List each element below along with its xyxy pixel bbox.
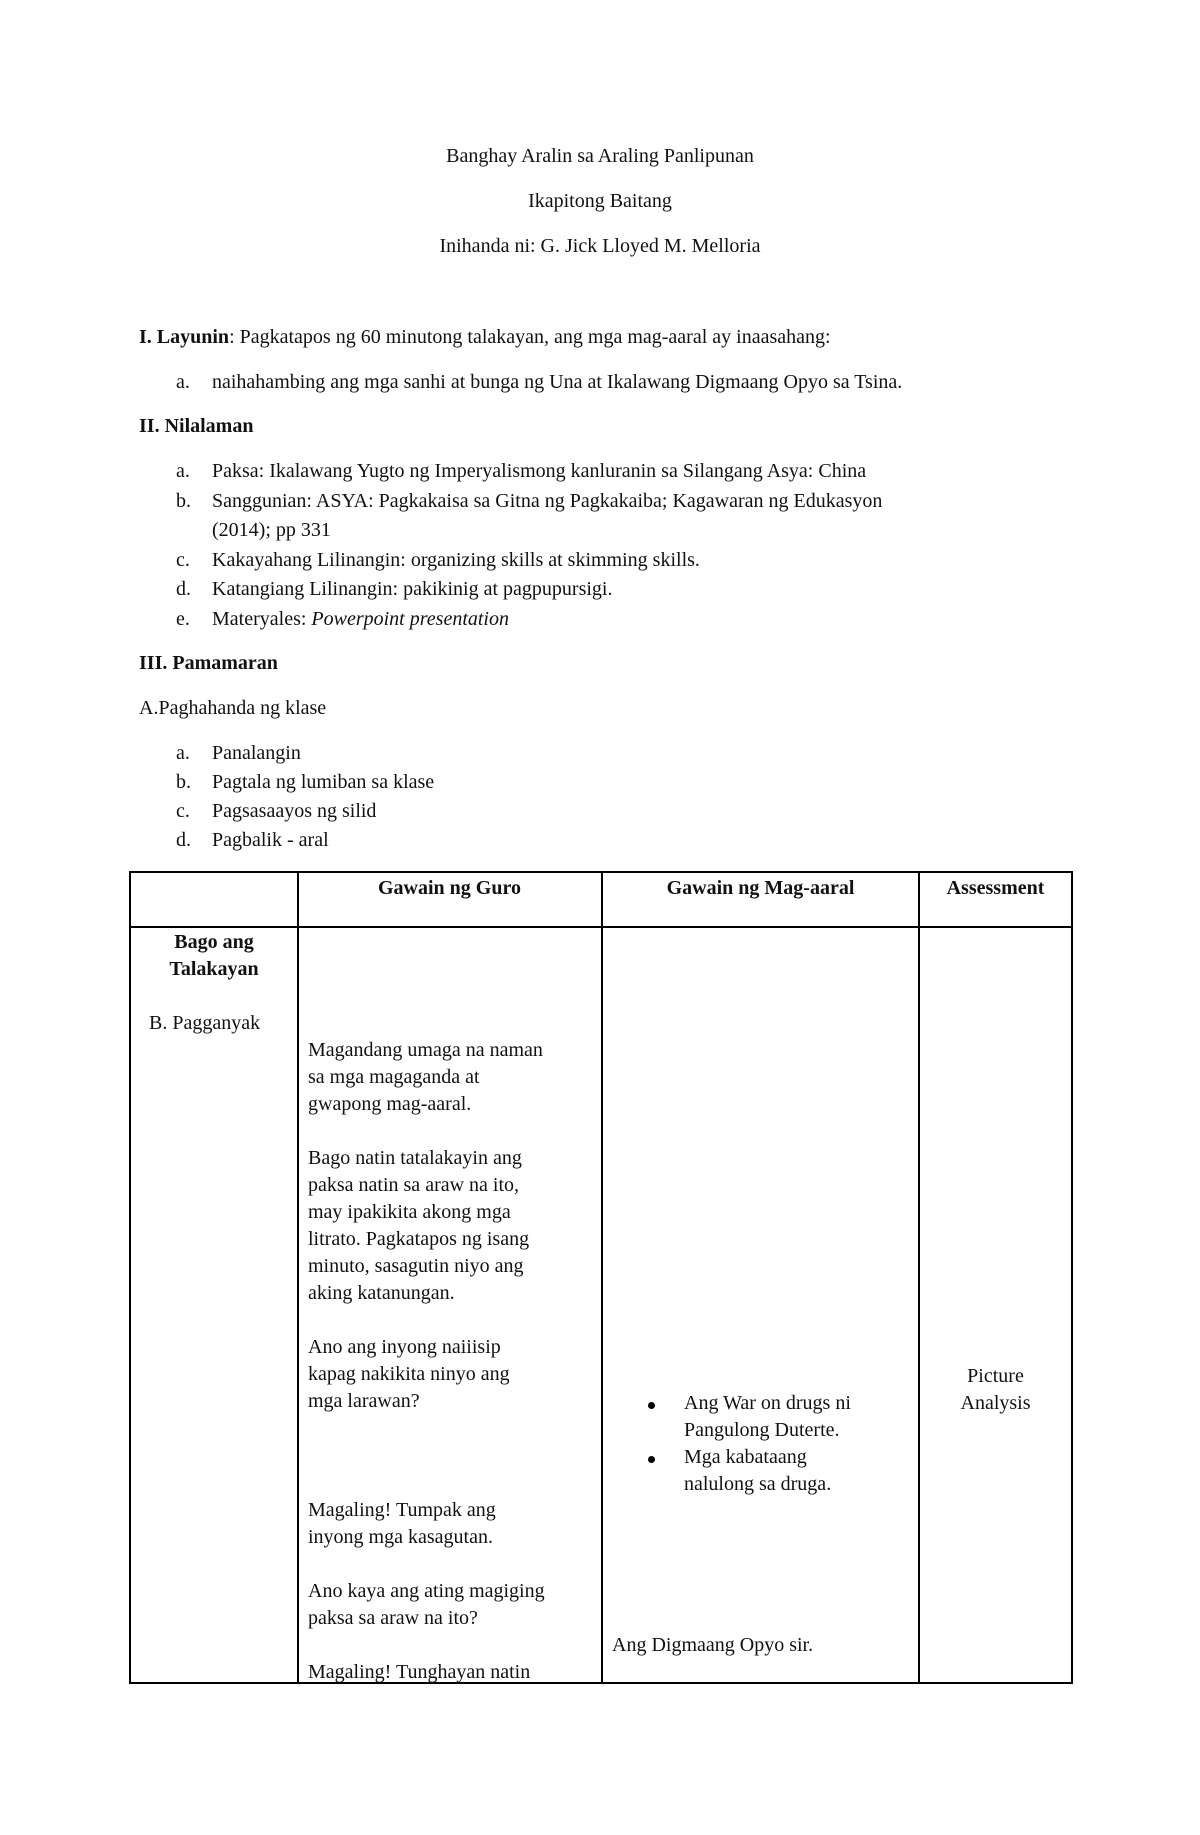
- list-letter: b.: [176, 490, 191, 512]
- lesson-table: [129, 871, 1073, 1684]
- nilalaman-item: Kakayahang Lilinangin: organizing skills at skimming skills.: [212, 549, 700, 571]
- col-divider: [601, 873, 603, 1682]
- pamamaran-heading: III. Pamamaran: [139, 652, 278, 674]
- materyales-italic: Powerpoint presentation: [311, 608, 509, 630]
- nilalaman-item: Sanggunian: ASYA: Pagkakaisa sa Gitna ng Pagkakaiba; Kagawaran ng Edukasyon: [212, 490, 883, 512]
- pamamaran-item: Pagbalik - aral: [212, 829, 329, 851]
- guro-paragraph: Magandang umaga na naman sa mga magaganda at gwapong mag-aaral.: [308, 1039, 543, 1115]
- header-magaaral: Gawain ng Mag-aaral: [666, 877, 855, 899]
- pamamaran-item: Pagsasaayos ng silid: [212, 800, 377, 822]
- layunin-heading: I. Layunin: [139, 326, 230, 348]
- bullet-icon: [648, 1456, 655, 1463]
- bullet-icon: [648, 1402, 655, 1409]
- magaaral-bullet: Ang War on drugs ni Pangulong Duterte.: [684, 1392, 851, 1441]
- header-guro: Gawain ng Guro: [378, 877, 521, 899]
- col-divider: [918, 873, 920, 1682]
- list-letter: d.: [176, 578, 191, 600]
- magaaral-answer: Ang Digmaang Opyo sir.: [612, 1634, 814, 1656]
- row-label: Bago ang Talakayan: [169, 931, 259, 980]
- nilalaman-heading: II. Nilalaman: [139, 415, 254, 437]
- list-letter: c.: [176, 800, 190, 822]
- prepared-by: Inihanda ni: G. Jick Lloyed M. Melloria: [439, 235, 761, 257]
- layunin-item: naihahambing ang mga sanhi at bunga ng Una at Ikalawang Digmaang Opyo sa Tsina.: [212, 371, 903, 393]
- header-assessment: Assessment: [946, 877, 1045, 899]
- nilalaman-item: Katangiang Lilinangin: pakikinig at pagpupursigi.: [212, 578, 613, 600]
- nilalaman-item: Paksa: Ikalawang Yugto ng Imperyalismong kanluranin sa Silangang Asya: China: [212, 460, 867, 482]
- list-letter: c.: [176, 549, 190, 571]
- guro-paragraph: Magaling! Tumpak ang inyong mga kasagutan.: [308, 1499, 496, 1548]
- row-sublabel: B. Pagganyak: [149, 1012, 261, 1034]
- layunin-line: [139, 326, 831, 349]
- pamamaran-sub: A.Paghahanda ng klase: [139, 697, 327, 719]
- nilalaman-item-cont: (2014); pp 331: [212, 519, 331, 541]
- guro-paragraph: Ano kaya ang ating magiging paksa sa araw na ito?: [308, 1580, 545, 1629]
- list-letter: b.: [176, 771, 191, 793]
- list-letter: a.: [176, 460, 190, 482]
- guro-paragraph: Magaling! Tunghayan natin: [308, 1661, 531, 1683]
- list-letter: d.: [176, 829, 191, 851]
- guro-paragraph: Bago natin tatalakayin ang paksa natin sa araw na ito, may ipakikita akong mga litrato. Pagkatapos ng isang minuto, sasagutin niyo ang aking katanungan.: [308, 1147, 530, 1304]
- list-letter: a.: [176, 371, 190, 393]
- grade-level: Ikapitong Baitang: [528, 190, 672, 212]
- guro-paragraph: Ano ang inyong naiiisip kapag nakikita ninyo ang mga larawan?: [308, 1336, 510, 1412]
- list-letter: a.: [176, 742, 190, 764]
- nilalaman-item: Materyales: Powerpoint presentation: [212, 608, 509, 630]
- magaaral-bullet: Mga kabataang nalulong sa druga.: [684, 1446, 832, 1495]
- col-divider: [297, 873, 299, 1682]
- list-letter: e.: [176, 608, 190, 630]
- layunin-intro: : Pagkatapos ng 60 minutong talakayan, ang mga mag-aaral ay inaasahang:: [229, 326, 831, 348]
- document-title: Banghay Aralin sa Araling Panlipunan: [446, 145, 754, 167]
- header-divider: [131, 926, 1071, 928]
- pamamaran-item: Panalangin: [212, 742, 301, 764]
- pamamaran-item: Pagtala ng lumiban sa klase: [212, 771, 435, 793]
- assessment-text: Picture Analysis: [960, 1365, 1031, 1414]
